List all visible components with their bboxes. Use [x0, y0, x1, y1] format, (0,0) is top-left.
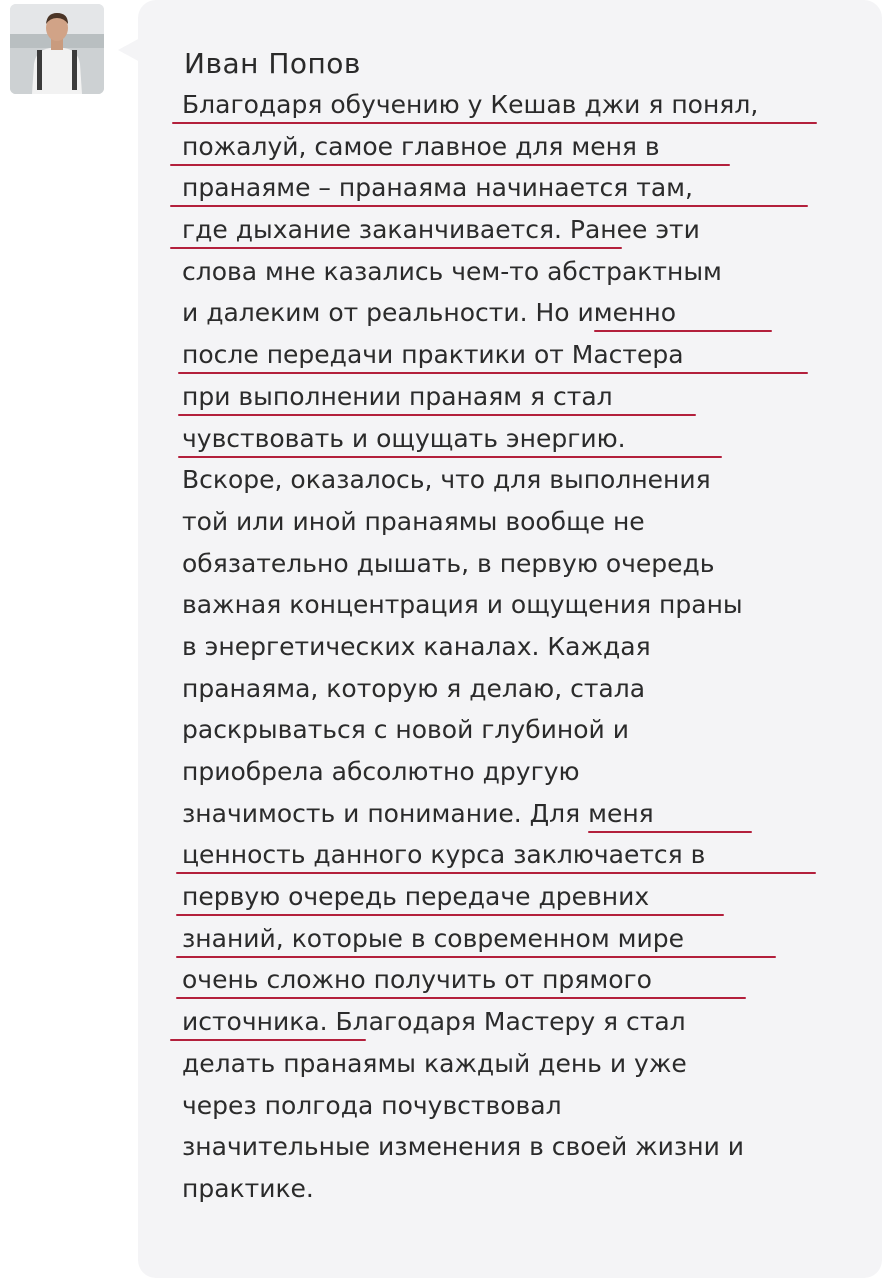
review-line	[182, 334, 842, 376]
review-line-text: после передачи практики от Мастера	[182, 340, 684, 370]
review-line-text: пранаяма, которую я делаю, стала	[182, 673, 646, 703]
review-line-text: важная концентрация и ощущения праны	[182, 590, 743, 620]
review-line	[182, 1126, 842, 1168]
review-line-text: первую очередь передаче древних	[182, 882, 650, 912]
review-line-text: раскрываться с новой глубиной и	[182, 715, 629, 745]
highlight-underline	[176, 872, 816, 874]
review-line	[182, 292, 842, 334]
review-line-text: значительные изменения в своей жизни и	[182, 1132, 745, 1162]
review-line-text: ценность данного курса заключается в	[182, 840, 706, 870]
review-line-text: где дыхание заканчивается. Ранее эти	[182, 215, 700, 245]
review-line	[182, 834, 842, 876]
review-line-text: практике.	[182, 1173, 314, 1203]
avatar[interactable]	[10, 4, 104, 94]
review-line-text: очень сложно получить от прямого	[182, 965, 652, 995]
user-photo-icon	[10, 4, 104, 94]
review-line	[182, 584, 842, 626]
review-line-text: пранаяме – пранаяма начинается там,	[182, 173, 693, 203]
highlight-underline	[170, 247, 622, 249]
review-line	[182, 751, 842, 793]
review-line-text: в энергетических каналах. Каждая	[182, 631, 651, 661]
review-line	[182, 959, 842, 1001]
highlight-underline	[170, 205, 808, 207]
review-line-text: приобрела абсолютно другую	[182, 757, 580, 786]
review-line	[182, 459, 842, 501]
review-line-text: Вскоре, оказалось, что для выполнения	[182, 465, 711, 495]
highlight-underline	[176, 914, 724, 916]
highlight-underline	[170, 1039, 366, 1041]
review-line	[182, 918, 842, 960]
review-line-text: слова мне казались чем-то абстрактным	[182, 256, 722, 286]
review-line	[182, 1001, 842, 1043]
review-line	[182, 626, 842, 668]
highlight-underline	[176, 956, 776, 958]
bubble-tail	[118, 38, 140, 62]
highlight-underline	[170, 164, 730, 166]
review-line	[182, 709, 842, 751]
review-line	[182, 876, 842, 918]
highlight-underline	[588, 831, 752, 833]
review-line	[182, 167, 842, 209]
review-line	[182, 1085, 842, 1127]
review-line	[182, 126, 842, 168]
review-line	[182, 1043, 842, 1085]
review-line-text: и далеким от реальности. Но именно	[182, 298, 677, 328]
highlight-underline	[594, 330, 772, 332]
review-line-text: через полгода почувствовал	[182, 1090, 562, 1120]
review-line	[182, 418, 842, 460]
review-line	[182, 501, 842, 543]
review-line-text: обязательно дышать, в первую очередь	[182, 548, 715, 578]
review-line-text: знаний, которые в современном мире	[182, 923, 684, 953]
review-line-text: значимость и понимание. Для меня	[182, 798, 654, 828]
review-line	[182, 668, 842, 710]
review-line	[182, 251, 842, 293]
highlight-underline	[176, 997, 746, 999]
highlight-underline	[178, 456, 722, 458]
review-line-text: Благодаря обучению у Кешав джи я понял,	[182, 90, 759, 119]
review-line-text: делать пранаямы каждый день и уже	[182, 1048, 687, 1078]
review-line	[182, 793, 842, 835]
review-line	[182, 376, 842, 418]
review-line	[182, 209, 842, 251]
review-line-text: чувствовать и ощущать энергию.	[182, 423, 626, 453]
highlight-underline	[172, 122, 817, 124]
review-line-text: при выполнении пранаям я стал	[182, 381, 613, 411]
review-line	[182, 84, 842, 126]
author-name: Иван Попов	[184, 47, 361, 80]
review-line-text: пожалуй, самое главное для меня в	[182, 131, 660, 161]
review-line-text: источника. Благодаря Мастеру я стал	[182, 1007, 686, 1037]
highlight-underline	[178, 414, 696, 416]
review-line-text: той или иной пранаямы вообще не	[182, 506, 645, 536]
review-line	[182, 1168, 842, 1210]
review-line	[182, 543, 842, 585]
review-text	[182, 84, 842, 1210]
highlight-underline	[178, 372, 808, 374]
